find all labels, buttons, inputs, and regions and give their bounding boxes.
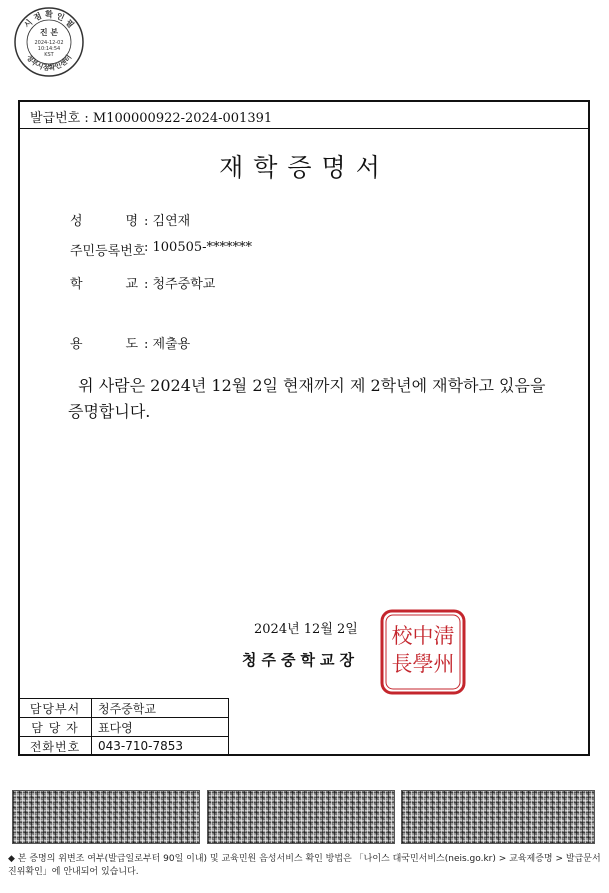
stamp-bottom-text: 정부시점확인센터 — [24, 53, 74, 73]
verification-barcode-3 — [401, 790, 595, 844]
label-char: 학 — [70, 277, 83, 292]
resident-number-text: 100505-******* — [152, 240, 253, 255]
document-title: 재학증명서 — [219, 153, 390, 182]
svg-text:시 점 확 인 필 — [22, 9, 76, 30]
contact-department-value: 청주중학교 — [92, 699, 229, 718]
contact-department-label: 담당부서 — [19, 699, 92, 718]
stamp-time: 10:14:54 — [37, 46, 61, 52]
label-char: 성 — [70, 214, 83, 229]
school-seal — [378, 607, 468, 697]
name-label — [70, 210, 138, 229]
verification-barcode-1 — [12, 790, 200, 844]
certification-statement — [68, 373, 558, 425]
label-char: 용 — [70, 337, 83, 352]
issue-date: 2024년 12월 2일 — [254, 622, 358, 637]
purpose-text: 제출용 — [152, 337, 191, 352]
contact-row — [19, 737, 229, 756]
contact-phone-value: 043-710-7853 — [92, 737, 229, 756]
footer-note: ◆ 본 증명의 위변조 여부(발급일로부터 90일 이내) 및 교육민원 음성서비스 확인 방법은 「나이스 대국민서비스(neis.go.kr) > 교육제증명 > 발급문서 진위확인」에 안내되어 있습니다. — [8, 854, 601, 877]
label-char: 교 — [125, 277, 138, 292]
purpose-label — [70, 333, 138, 352]
contact-row — [19, 699, 229, 718]
stamp-top-text: 시 점 확 인 필 — [22, 10, 76, 30]
school-label — [70, 273, 138, 292]
stamp-timezone: KST — [44, 52, 54, 58]
resident-number-label: 주민등록번호 — [70, 244, 146, 259]
name-text: 김연재 — [152, 214, 191, 229]
contact-phone-label: 전화번호 — [19, 737, 92, 756]
seal-character: 校 — [391, 624, 413, 648]
purpose-value: : 제출용 — [144, 337, 191, 352]
label-char: 명 — [125, 214, 138, 229]
issue-number-label: 발급번호 : — [30, 111, 89, 126]
issue-number: M100000922-2024-001391 — [92, 111, 273, 126]
verification-stamp — [13, 6, 85, 78]
contact-table — [18, 698, 229, 756]
seal-character: 州 — [433, 652, 455, 676]
contact-person-label: 담 당 자 — [19, 718, 92, 737]
issue-number-line — [30, 107, 272, 126]
seal-character: 中 — [412, 624, 434, 648]
stamp-center-text: 진 본 — [39, 28, 59, 37]
contact-row — [19, 718, 229, 737]
resident-number-value: : 100505-******* — [144, 240, 253, 255]
label-char: 도 — [125, 337, 138, 352]
contact-person-value: 표다영 — [92, 718, 229, 737]
statement-text: 위 사람은 2024년 12월 2일 현재까지 제 2학년에 재학하고 있음을 증명합니다. — [68, 376, 546, 421]
signer-title: 청주중학교장 — [242, 651, 359, 669]
seal-character: 長 — [391, 652, 413, 676]
stamp-date: 2024-12-02 — [34, 40, 64, 46]
school-value: : 청주중학교 — [144, 277, 216, 292]
seal-character: 淸 — [433, 624, 455, 648]
verification-barcode-2 — [207, 790, 395, 844]
name-value: : 김연재 — [144, 214, 191, 229]
seal-character: 學 — [412, 652, 434, 676]
school-text: 청주중학교 — [152, 277, 216, 292]
